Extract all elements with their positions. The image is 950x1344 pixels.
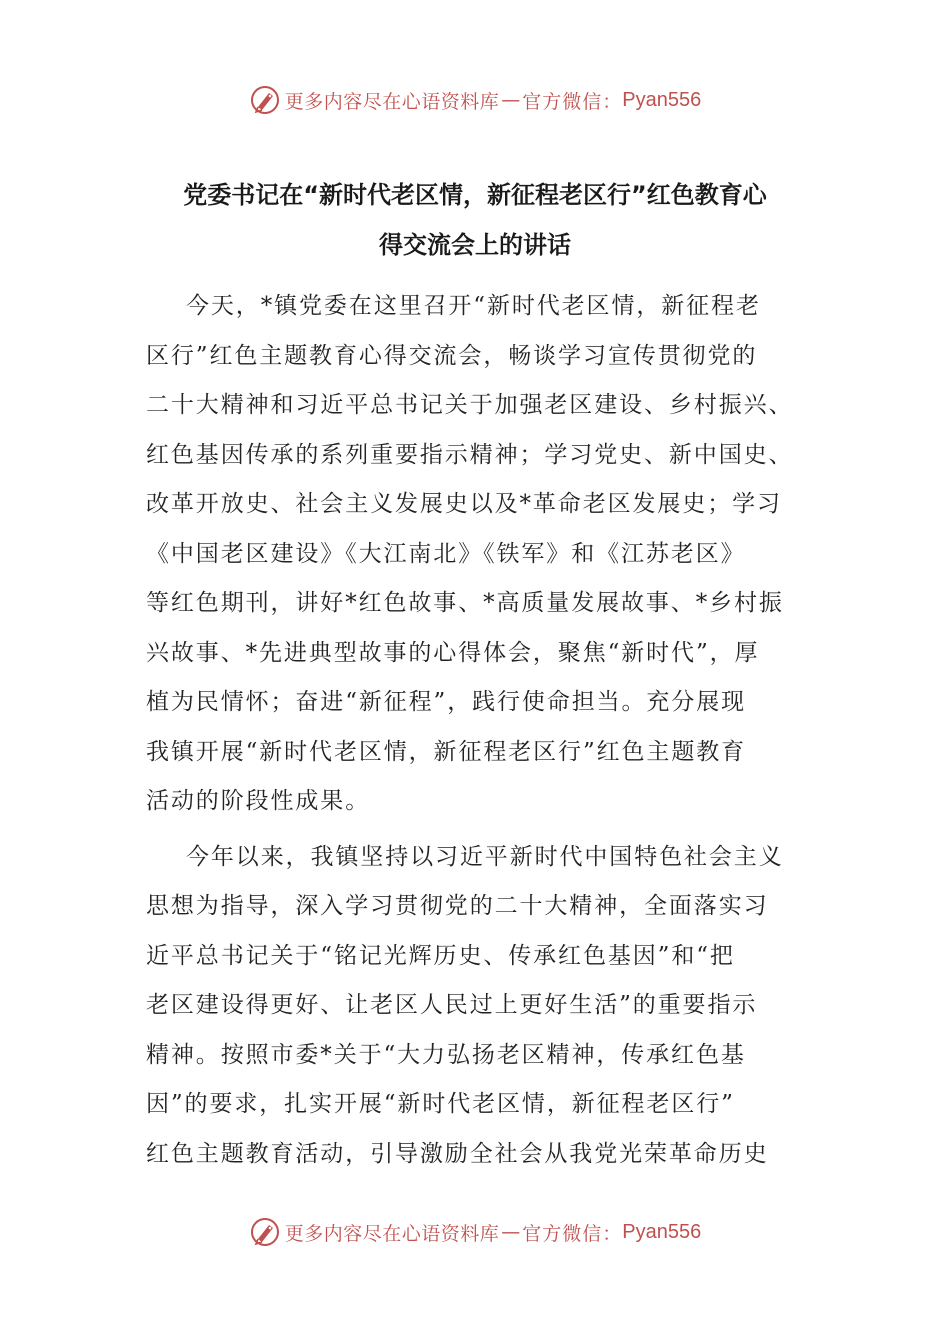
text-line: 区行”红色主题教育心得交流会，畅谈学习宣传贯彻党的 (146, 342, 758, 369)
pen-nib-circle-icon (249, 84, 281, 116)
banner-separator: — (501, 1221, 521, 1243)
text-line: 今天，*镇党委在这里召开“新时代老区情，新征程老 (186, 293, 761, 319)
text-line: 活动的阶段性成果。 (146, 788, 371, 814)
text-line: 老区建设得更好、让老区人民过上更好生活”的重要指示 (146, 992, 758, 1018)
text-line: 思想为指导，深入学习贯彻党的二十大精神，全面落实习 (146, 893, 769, 919)
banner-text: 更多内容尽在心语资料库 (284, 90, 500, 113)
text-line: 红色主题教育活动，引导激励全社会从我党光荣革命历史 (146, 1140, 769, 1167)
text-line: 等红色期刊，讲好*红色故事、*高质量发展故事、*乡村振 (146, 590, 784, 616)
banner-separator: — (501, 89, 521, 111)
text-line: 精神。按照市委*关于“大力弘扬老区精神，传承红色基 (146, 1041, 746, 1068)
text-line: 今年以来，我镇坚持以习近平新时代中国特色社会主义 (186, 843, 784, 870)
header-banner (0, 80, 950, 120)
text-line: 植为民情怀；奋进“新征程”，践行使命担当。充分展现 (146, 689, 747, 715)
paragraph-1 (146, 282, 810, 827)
banner-text: 更多内容尽在心语资料库 (284, 1222, 500, 1245)
banner-wechat-label: 官方微信： (522, 1222, 623, 1245)
text-line: 因”的要求，扎实开展“新时代老区情，新征程老区行” (146, 1091, 735, 1117)
text-line: 《中国老区建设》《大江南北》《铁军》和《江苏老区》 (146, 540, 746, 567)
pen-nib-circle-icon (249, 1216, 281, 1248)
paragraph-2 (146, 833, 810, 1180)
footer-banner (0, 1212, 950, 1252)
banner-wechat-id: Pyan556 (622, 88, 702, 111)
title-line-1: 党委书记在“新时代老区情，新征程老区行”红色教育心 (183, 181, 767, 209)
text-line: 我镇开展“新时代老区情，新征程老区行”红色主题教育 (146, 738, 747, 765)
text-line: 近平总书记关于“铭记光辉历史、传承红色基因”和“把 (146, 942, 735, 969)
document-title (140, 170, 810, 270)
banner-wechat-id: Pyan556 (622, 1220, 702, 1243)
title-line-2: 得交流会上的讲话 (379, 231, 571, 259)
document-body (146, 282, 810, 1179)
text-line: 改革开放史、社会主义发展史以及*革命老区发展史；学习 (146, 491, 782, 517)
banner-wechat-label: 官方微信： (522, 90, 623, 113)
text-line: 兴故事、*先进典型故事的心得体会，聚焦“新时代”，厚 (146, 639, 760, 666)
text-line: 红色基因传承的系列重要指示精神；学习党史、新中国史、 (146, 441, 794, 468)
text-line: 二十大精神和习近平总书记关于加强老区建设、乡村振兴、 (146, 392, 794, 418)
